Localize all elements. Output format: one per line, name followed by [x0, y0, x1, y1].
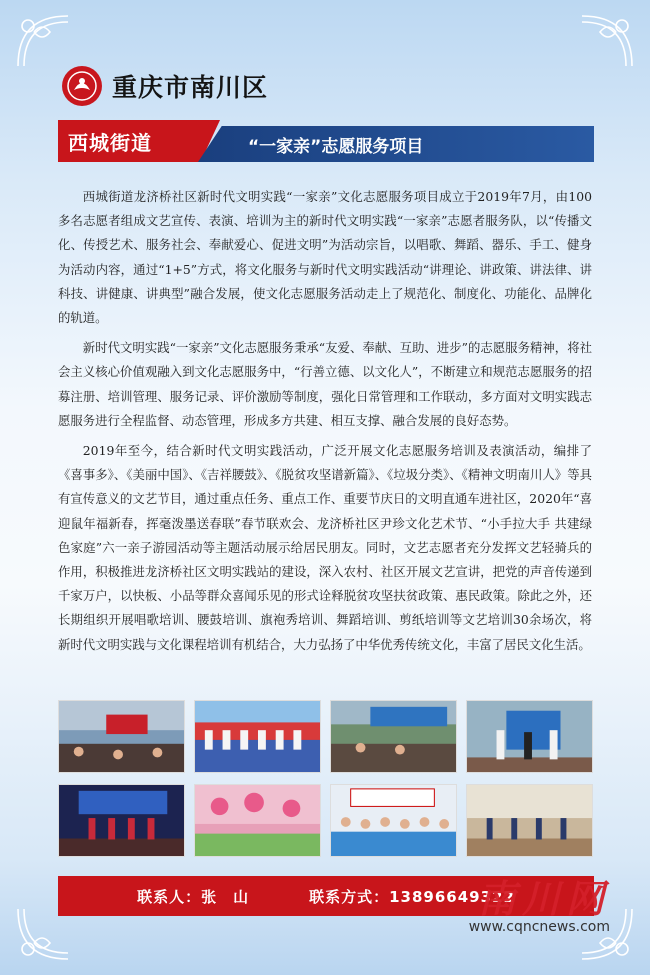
brand-url: www.cqncnews.com — [468, 919, 610, 935]
article-body — [58, 185, 592, 663]
page-title: 重庆市南川区 — [112, 73, 269, 102]
activity-photo — [58, 700, 185, 773]
brand-watermark — [469, 868, 610, 935]
project-banner — [58, 120, 594, 162]
activity-photo — [58, 784, 185, 857]
corner-ornament-top-right — [578, 12, 636, 70]
contact-person: 联系人：张 山 — [137, 887, 250, 906]
contact-phone: 联系方式：13896649322 — [309, 887, 515, 906]
brand-name: 南川网 — [477, 877, 610, 921]
paragraph-2: 新时代文明实践“一家亲”文化志愿服务秉承“友爱、奉献、互助、进步”的志愿服务精神，将社会主义核心价值观融入到文化志愿服务中，“行善立德、以文化人”，不断建立和规范志愿服务的招募注册、培训管理、服务记录、评价激励等制度，强化日常管理和工作联动，多方面对文明实践志愿服务进行全程监督、动态管理，形成多方共建、相互支撑、融合发展的良好态势。 — [58, 340, 592, 428]
page-header — [62, 64, 268, 108]
activity-photo — [194, 700, 321, 773]
activity-photo — [466, 700, 593, 773]
banner-project-title: “一家亲”志愿服务项目 — [248, 137, 424, 157]
activity-photo — [330, 784, 457, 857]
paragraph-3: 2019年至今，结合新时代文明实践活动，广泛开展文化志愿服务培训及表演活动，编排了《喜事多》、《美丽中国》、《吉祥腰鼓》、《脱贫攻坚谱新篇》、《垃圾分类》、《精神文明南川人》等具有宣传意义的文艺节目，通过重点任务、重点工作、重要节庆日的文明直通车进社区，2020年“喜迎鼠年福新春，挥毫泼墨送春联”春节联欢会、龙济桥社区尹珍文化艺术节、“小手拉大手 共建绿色家庭”六一亲子游园活动等主题活动展示给居民朋友。同时，文艺志愿者充分发挥文艺轻骑兵的作用，积极推进龙济桥社区文明实践站的建设，深入农村、社区开展文艺宣讲，把党的声音传递到千家万户，以快板、小品等群众喜闻乐见的形式诠释脱贫攻坚扶贫政策、惠民政策。除此之外，还长期组织开展唱歌培训、腰鼓培训、旗袍秀培训、舞蹈培训、剪纸培训等文艺培训30余场次，将新时代文明实践与文化课程培训有机结合，大力弘扬了中华优秀传统文化，丰富了居民文化生活。 — [58, 443, 592, 652]
activity-photo — [330, 700, 457, 773]
paragraph-1: 西城街道龙济桥社区新时代文明实践“一家亲”文化志愿服务项目成立于2019年7月，由100多名志愿者组成文艺宣传、表演、培训为主的新时代文明实践“一家亲”志愿者服务队，以“传播文化、传授艺术、服务社会、奉献爱心、促进文明”为活动宗旨，以唱歌、舞蹈、器乐、手工、健身为活动内容，通过“1+5”方式，将文化服务与新时代文明实践活动“讲理论、讲政策、讲法律、讲科技、讲健康、讲典型”融合发展，使文化志愿服务活动走上了规范化、制度化、功能化、品牌化的轨道。 — [58, 189, 592, 326]
banner-tag: 西城街道 — [68, 131, 152, 155]
district-logo-icon — [62, 66, 102, 106]
corner-ornament-top-left — [14, 12, 72, 70]
activity-photo — [466, 784, 593, 857]
activity-photo — [194, 784, 321, 857]
photo-grid — [58, 700, 594, 860]
